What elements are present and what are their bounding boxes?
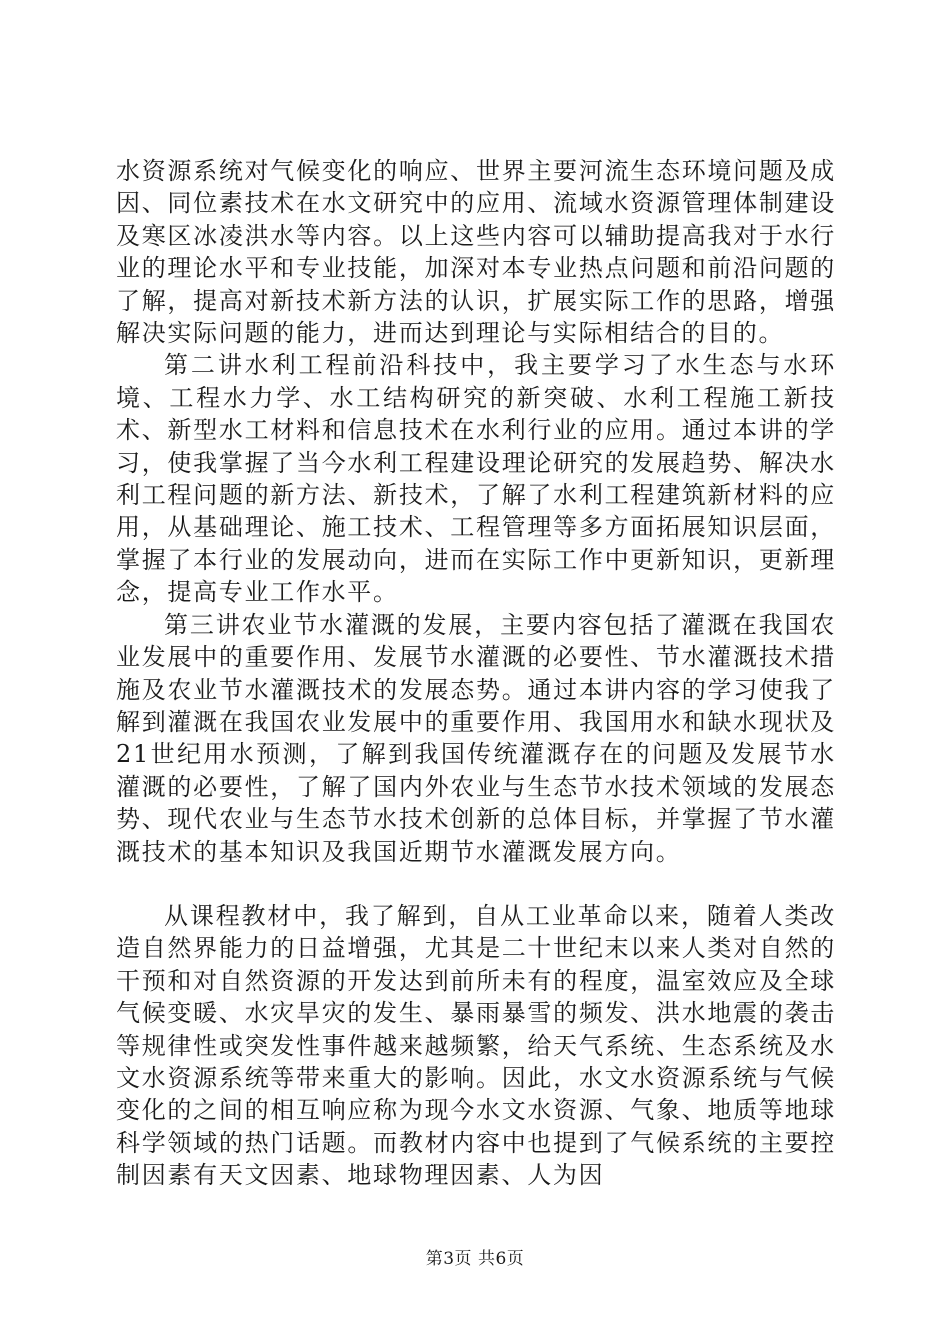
body-text <box>116 155 836 1192</box>
paragraph-lecture-two: 第二讲水利工程前沿科技中，我主要学习了水生态与水环境、工程水力学、水工结构研究的新突破、水利工程施工新技术、新型水工材料和信息技术在水利行业的应用。通过本讲的学习，使我掌握了当今水利工程建设理论研究的发展趋势、解决水利工程问题的新方法、新技术，了解了水利工程建筑新材料的应用，从基础理论、施工技术、工程管理等多方面拓展知识层面，掌握了本行业的发展动向，进而在实际工作中更新知识，更新理念，提高专业工作水平。 <box>116 351 836 607</box>
paragraph-textbook: 从课程教材中，我了解到，自从工业革命以来，随着人类改造自然界能力的日益增强，尤其是二十世纪末以来人类对自然的干预和对自然资源的开发达到前所未有的程度，温室效应及全球气候变暖、水灾旱灾的发生、暴雨暴雪的频发、洪水地震的袭击等规律性或突发性事件越来越频繁，给天气系统、生态系统及水文水资源系统等带来重大的影响。因此，水文水资源系统与气候变化的之间的相互响应称为现今水文水资源、气象、地质等地球科学领域的热门话题。而教材内容中也提到了气候系统的主要控制因素有天文因素、地球物理因素、人为因 <box>116 901 836 1190</box>
paragraph-continued: 水资源系统对气候变化的响应、世界主要河流生态环境问题及成因、同位素技术在水文研究中的应用、流域水资源管理体制建设及寒区冰凌洪水等内容。以上这些内容可以辅助提高我对于水行业的理论水平和专业技能，加深对本专业热点问题和前沿问题的了解，提高对新技术新方法的认识，扩展实际工作的思路，增强解决实际问题的能力，进而达到理论与实际相结合的目的。 <box>116 157 836 348</box>
paragraph-lecture-three: 第三讲农业节水灌溉的发展，主要内容包括了灌溉在我国农业发展中的重要作用、发展节水灌溉的必要性、节水灌溉技术措施及农业节水灌溉技术的发展态势。通过本讲内容的学习使我了解到灌溉在我国农业发展中的重要作用、我国用水和缺水现状及21世纪用水预测，了解到我国传统灌溉存在的问题及发展节水灌溉的必要性，了解了国内外农业与生态节水技术领域的发展态势、现代农业与生态节水技术创新的总体目标，并掌握了节水灌溉技术的基本知识及我国近期节水灌溉发展方向。 <box>116 610 836 866</box>
page-number-footer: 第3页 共6页 <box>425 1249 525 1269</box>
